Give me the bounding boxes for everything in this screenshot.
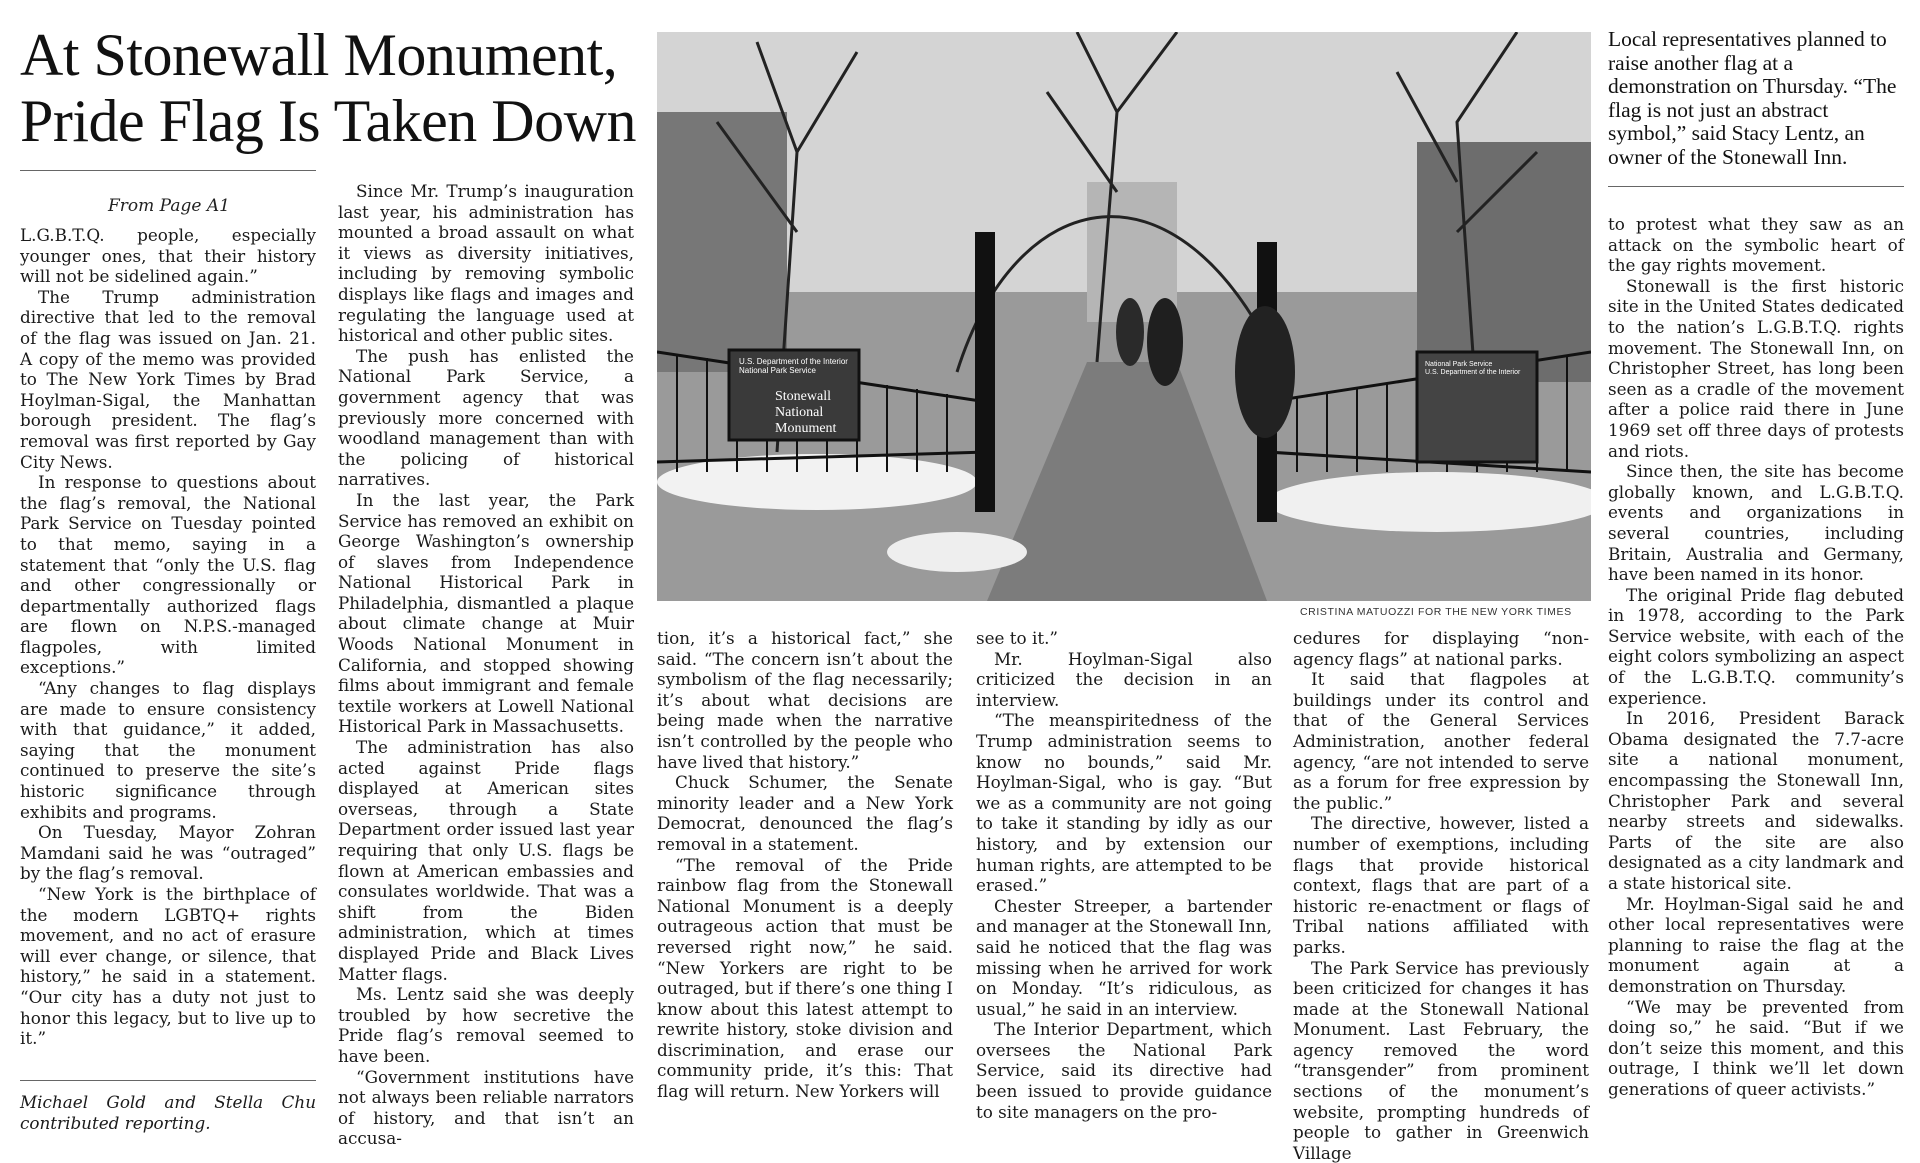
paragraph: The push has enlisted the National Park Service, a government agency that was previously more concerned with woodland management than with the policing of historical narratives. — [338, 346, 634, 490]
paragraph: “The removal of the Pride rainbow flag from the Stonewall National Monument is a deeply outrageous action that must be reversed right now,” he said. “New Yorkers are right to be outraged, but if there’s one thing I know about this latest attempt to rewrite history, stoke division and discrimination, and erase our community pride, it’s this: That flag will return. New Yorkers will — [657, 855, 953, 1102]
sign-left-title: Stonewall National Monument — [775, 389, 837, 436]
column-2 — [338, 181, 634, 1149]
paragraph: The original Pride flag debuted in 1978, according to the Park Service website, with each of the eight colors symbolizing an aspect of the L.G.B.T.Q. community’s experience. — [1608, 585, 1904, 709]
paragraph: “The meanspiritedness of the Trump administration seems to know no bounds,” said Mr. Hoylman-Sigal, who is gay. “But we as a community are not going to take it standing by idly as our history, and by extension our human rights, are attempted to be erased.” — [976, 710, 1272, 895]
credit-rule — [20, 1080, 316, 1081]
column-5 — [1293, 628, 1589, 1163]
paragraph: The administration has also acted against Pride flags displayed at American sites overseas, through a State Department order issued last year requiring that only U.S. flags be flown at American embassies and consulates worldwide. That was a shift from the Biden administration, which at times displayed Pride and Black Lives Matter flags. — [338, 737, 634, 984]
photo-credit: CRISTINA MATUOZZI FOR THE NEW YORK TIMES — [1300, 606, 1572, 618]
paragraph: The Interior Department, which oversees the National Park Service, said its directive had been issued to provide guidance to site managers on the pro- — [976, 1019, 1272, 1122]
paragraph: tion, it’s a historical fact,” she said. “The concern isn’t about the symbolism of the flag necessarily; it’s about what decisions are being made when the narrative isn’t controlled by the people who have lived that history.” — [657, 628, 953, 772]
sign-left-header: U.S. Department of the Interior National Park Service — [739, 357, 848, 375]
paragraph: On Tuesday, Mayor Zohran Mamdani said he was “outraged” by the flag’s removal. — [20, 822, 316, 884]
park-gate-illustration — [657, 32, 1591, 601]
paragraph: “New York is the birthplace of the modern LGBTQ+ rights movement, and no act of erasure will ever change, or silence, that history,” he said in a statement. “Our city has a duty not just to honor this legacy, but to live up to it.” — [20, 884, 316, 1049]
paragraph: The Trump administration directive that led to the removal of the flag was issued on Jan. 21. A copy of the memo was provided to The New York Times by Brad Hoylman-Sigal, the Manhattan borough president. The flag’s removal was first reported by Gay City News. — [20, 287, 316, 472]
pull-quote: Local representatives planned to raise another flag at a demonstration on Thursday. “The flag is not just an abstract symbol,” said Stacy Lentz, an owner of the Stonewall Inn. — [1608, 28, 1904, 169]
paragraph: cedures for displaying “non-agency flags” at national parks. — [1293, 628, 1589, 669]
headline-rule — [20, 170, 316, 171]
jump-line: From Page A1 — [108, 196, 230, 216]
headline: At Stonewall Monument, Pride Flag Is Taken Down — [20, 22, 640, 154]
column-4 — [976, 628, 1272, 1122]
news-photo — [657, 32, 1591, 601]
paragraph: Chester Streeper, a bartender and manager at the Stonewall Inn, said he noticed that the flag was missing when he arrived for work on Monday. “It’s ridiculous, as usual,” he said in an interview. — [976, 896, 1272, 1020]
paragraph: In the last year, the Park Service has removed an exhibit on George Washington’s ownership of slaves from Independence National Historical Park in Philadelphia, dismantled a plaque about climate change at Muir Woods National Monument in California, and stopped showing films about immigrant and female textile workers at Lowell National Historical Park in Massachusetts. — [338, 490, 634, 737]
paragraph: Since Mr. Trump’s inauguration last year, his administration has mounted a broad assault on what it views as diversity initiatives, including by removing symbolic displays like flags and images and regulating the language used at historical and other public sites. — [338, 181, 634, 346]
paragraph: “Government institutions have not always been reliable narrators of history, and that isn’t an accusa- — [338, 1067, 634, 1149]
paragraph: In 2016, President Barack Obama designated the 7.7-acre site a national monument, encompassing the Stonewall Inn, Christopher Park and several nearby streets and sidewalks. Parts of the site are also designated as a city landmark and a state historical site. — [1608, 708, 1904, 893]
sign-right-header: National Park Service U.S. Department of the Interior — [1425, 361, 1521, 376]
paragraph: Mr. Hoylman-Sigal said he and other local representatives were planning to raise the flag at the monument again at a demonstration on Thursday. — [1608, 894, 1904, 997]
paragraph: Stonewall is the first historic site in the United States dedicated to the nation’s L.G.B.T.Q. rights movement. The Stonewall Inn, on Christopher Street, has long been seen as a cradle of the movement after a police raid there in June 1969 set off three days of protests and riots. — [1608, 276, 1904, 461]
paragraph: It said that flagpoles at buildings under its control and that of the General Services Administration, another federal agency, “are not intended to serve as a forum for free expression by the public.” — [1293, 669, 1589, 813]
paragraph: Chuck Schumer, the Senate minority leader and a New York Democrat, denounced the flag’s removal in a statement. — [657, 772, 953, 854]
paragraph: Ms. Lentz said she was deeply troubled by how secretive the Pride flag’s removal seemed to have been. — [338, 984, 634, 1066]
column-3 — [657, 628, 953, 1102]
paragraph: The directive, however, listed a number of exemptions, including flags that provide historical context, flags that are part of a historic re-enactment or flags of Tribal nations affiliated with parks. — [1293, 813, 1589, 957]
paragraph: L.G.B.T.Q. people, especially younger ones, that their history will not be sidelined again.” — [20, 225, 316, 287]
paragraph: Since then, the site has become globally known, and L.G.B.T.Q. events and organizations in several countries, including Britain, Australia and Germany, have been named in its honor. — [1608, 461, 1904, 585]
paragraph: “We may be prevented from doing so,” he said. “But if we don’t seize this moment, and this outrage, I think we’ll let down generations of queer activists.” — [1608, 997, 1904, 1100]
paragraph: In response to questions about the flag’s removal, the National Park Service on Tuesday pointed to that memo, saying in a statement that “only the U.S. flag and other congressionally or departmentally authorized flags are flown on N.P.S.-managed flagpoles, with limited exceptions.” — [20, 472, 316, 678]
column-6 — [1608, 214, 1904, 1100]
pull-quote-rule — [1608, 186, 1904, 187]
column-1 — [20, 225, 316, 1049]
contributor-credit: Michael Gold and Stella Chu contributed reporting. — [20, 1092, 316, 1133]
paragraph: Mr. Hoylman-Sigal also criticized the decision in an interview. — [976, 649, 1272, 711]
paragraph: to protest what they saw as an attack on the symbolic heart of the gay rights movement. — [1608, 214, 1904, 276]
paragraph: “Any changes to flag displays are made to ensure consistency with that guidance,” it added, saying that the monument continued to preserve the site’s historic significance through exhibits and programs. — [20, 678, 316, 822]
paragraph: The Park Service has previously been criticized for changes it has made at the Stonewall National Monument. Last February, the agency removed the word “transgender” from prominent sections of the monument’s website, prompting hundreds of people to gather in Greenwich Village — [1293, 958, 1589, 1163]
paragraph: see to it.” — [976, 628, 1272, 649]
